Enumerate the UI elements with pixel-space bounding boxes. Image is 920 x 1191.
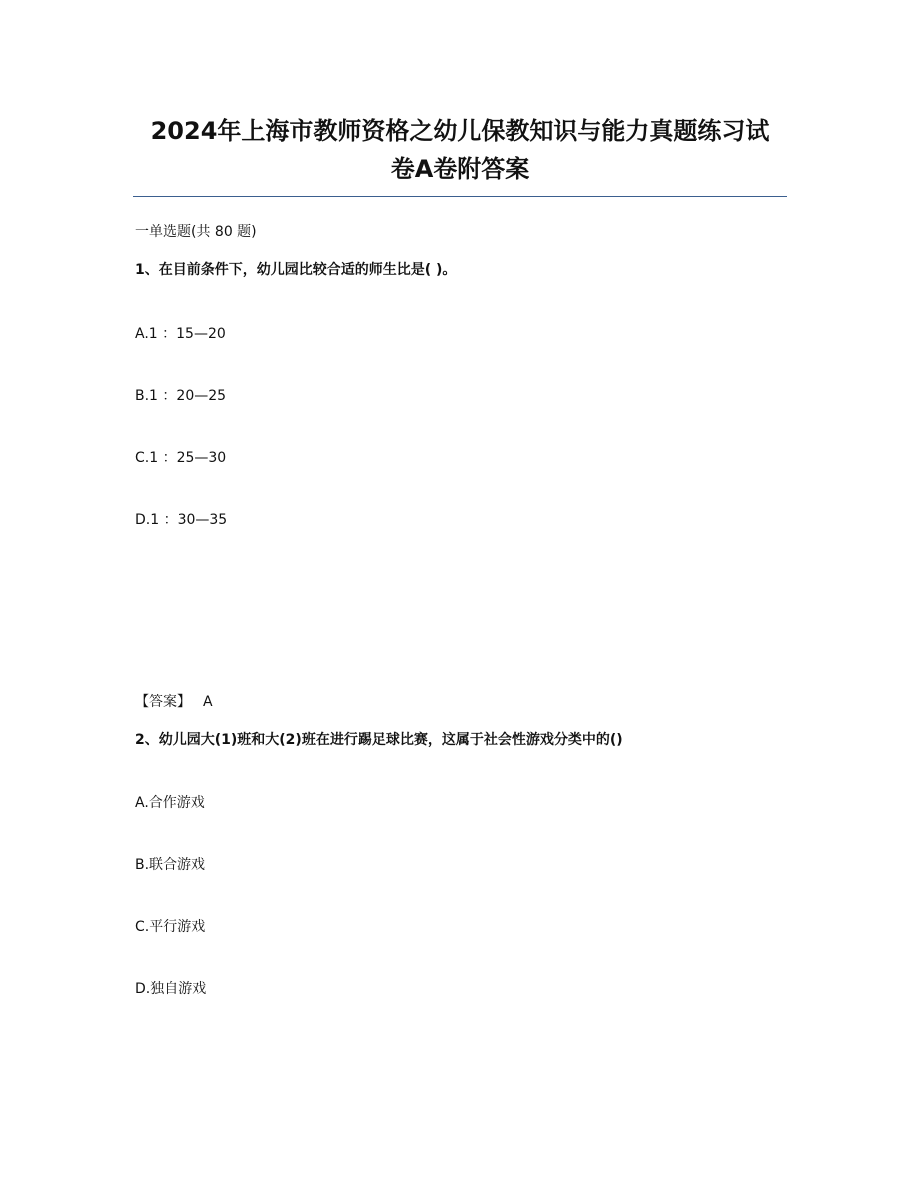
question-2-option-a: A.合作游戏 bbox=[135, 795, 205, 811]
question-1-option-d: D.1 ：30—35 bbox=[135, 512, 228, 528]
question-1-option-b: B.1 ：20—25 bbox=[135, 388, 227, 404]
document-title bbox=[130, 112, 790, 188]
question-2-stem: 2、幼儿园大(1)班和大(2)班在进行踢足球比赛，这属于社会性游戏分类中的() bbox=[135, 732, 623, 748]
title-divider bbox=[133, 196, 787, 197]
question-2-option-b: B.联合游戏 bbox=[135, 857, 206, 873]
question-1-stem: 1、在目前条件下，幼儿园比较合适的师生比是( )。 bbox=[135, 262, 457, 278]
question-1-option-a: A.1 ：15—20 bbox=[135, 326, 226, 342]
question-1-answer bbox=[135, 692, 213, 712]
answer-value: A bbox=[203, 694, 213, 710]
question-1-option-c: C.1 ：25—30 bbox=[135, 450, 227, 466]
question-2-option-c: C.平行游戏 bbox=[135, 919, 206, 935]
question-2-option-d: D.独自游戏 bbox=[135, 981, 207, 997]
answer-label: 【答案】 bbox=[135, 694, 191, 710]
title-line-2: 卷A卷附答案 bbox=[390, 155, 530, 183]
title-line-1: 2024年上海市教师资格之幼儿保教知识与能力真题练习试 bbox=[150, 117, 770, 145]
section-header: 一单选题(共 80 题) bbox=[135, 224, 257, 240]
